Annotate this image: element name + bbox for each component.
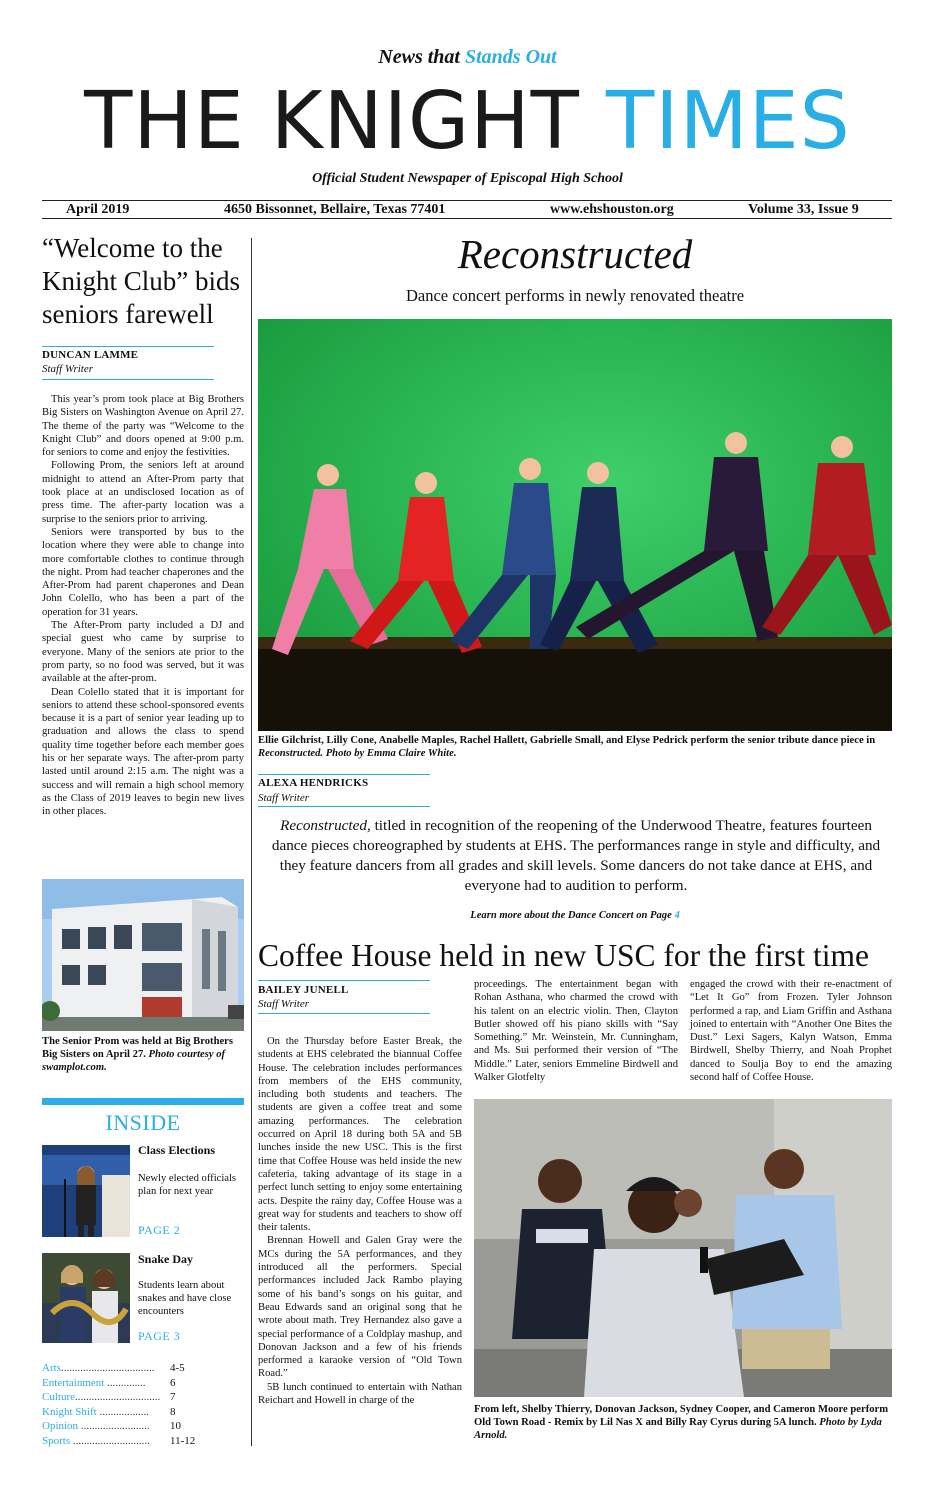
teaser-desc-snake-day: Students learn about snakes and have close encounters: [138, 1280, 232, 1317]
coffee-column-2: [474, 978, 678, 1084]
newspaper-title: [0, 76, 935, 166]
toc-page: 11-12: [170, 1435, 196, 1447]
coffee-headline: Coffee House held in new USC for the first time: [258, 938, 869, 973]
inside-title: INSIDE: [105, 1110, 181, 1135]
dance-continued-line[interactable]: [258, 910, 892, 921]
prom-photo-caption: [42, 1035, 244, 1074]
coffee-house-photo: [474, 1099, 892, 1397]
title-accent: TIMES: [606, 75, 851, 167]
dance-lede-text: titled in recognition of the reopening of the Underwood Theatre, features fourteen dance pieces choreographed by students at EHS. The performances range in style and difficulty, and they feature dancers from all grades and skill levels. Some dancers do not take dance at EHS, and everyone had to audition to perform.: [271, 817, 881, 894]
coffee-column-1: [258, 1035, 462, 1407]
prom-author: DUNCAN LAMME: [42, 349, 139, 361]
dance-deck: Dance concert performs in newly renovated theatre: [405, 286, 745, 305]
toc-row-culture[interactable]: [42, 1391, 247, 1406]
inside-accent-bar: [42, 1098, 244, 1105]
teaser-page-snake-day[interactable]: PAGE 3: [138, 1329, 181, 1343]
toc-section: Culture: [42, 1391, 75, 1403]
snake-day-thumbnail[interactable]: [42, 1253, 130, 1343]
toc-page: 10: [170, 1420, 181, 1432]
dance-caption-text: Ellie Gilchrist, Lilly Cone, Anabelle Maples, Rachel Hallett, Gabrielle Small, and Elyse Pedrick perform the senior tribute dance piece in: [258, 735, 876, 746]
prom-caption-lead: The Senior Prom was held at Big Brothers Big Sisters on April 27.: [42, 1036, 233, 1060]
tagline-accent: Stands Out: [464, 46, 557, 68]
issue-date: April 2019: [66, 202, 130, 217]
column-divider: [251, 238, 252, 1446]
prom-headline: “Welcome to the Knight Club” bids seniors farewell: [42, 233, 241, 329]
byline-rule: [258, 980, 430, 981]
teaser-head-class-elections[interactable]: Class Elections: [138, 1143, 216, 1157]
toc-section: Entertainment: [42, 1377, 105, 1389]
toc-leader: ...............................: [75, 1391, 161, 1403]
teaser-head-snake-day[interactable]: Snake Day: [138, 1252, 194, 1266]
dance-author: ALEXA HENDRICKS: [258, 777, 369, 789]
prom-paragraph: Seniors were transported by bus to the location where they were able to change into more comfortable clothes to continue through the night. Prom had teacher chaperones and the After-Prom had parent chaperones and Dean John Colello, who has been a part of the operation for 31 years.: [42, 526, 244, 618]
toc-row-entertainment[interactable]: [42, 1377, 247, 1392]
toc-section: Arts: [42, 1362, 61, 1374]
masthead-tagline: [0, 46, 935, 69]
coffee-paragraph: Brennan Howell and Galen Gray were the MCs during the 5A performances, and they introduced all the performers. Special performances included Jack Rambo playing some of his band’s songs on his guitar, and Beau Edwards sand an original song that he wrote about math. Trey Hernandez also gave a special performance of a Coldplay mashup, and Donovan Jackson and a few of his friends performed a karaoke version of “Old Town Road.”: [258, 1235, 462, 1380]
dance-more-text: Learn more about the Dance Concert on Page: [470, 910, 672, 921]
coffee-author: BAILEY JUNELL: [258, 984, 349, 996]
coffee-paragraph: proceedings. The entertainment began with Rohan Asthana, who charmed the crowd with his talent on an electric violin. Then, Clayton Butler showed off his piano skills with “Say Something.” Mr. Weinstein, Mr. Cunningham, and Ms. Sui performed their version of “The Middle.” Later, seniors Emmeline Birdwell and Walker Glotfelty: [474, 979, 678, 1084]
volume-issue: Volume 33, Issue 9: [748, 202, 859, 217]
toc-section: Knight Shift: [42, 1406, 97, 1418]
toc-row-knight-shift[interactable]: [42, 1406, 247, 1421]
toc-leader: .........................: [78, 1420, 150, 1432]
toc-section: Sports: [42, 1435, 71, 1447]
coffee-author-role: Staff Writer: [258, 998, 310, 1010]
coffee-paragraph: On the Thursday before Easter Break, the students at EHS celebrated the biannual Coffee House. The celebration includes performances from members of the EHS community, including both students and teachers. The students are given a coffee treat and some amazing performances. The celebration occurred on April 18 during both 5A and 5B lunches inside the new USC. This is the first time that Coffee House was held inside the new cafeteria, taking advantage of its stage in a perfect lunch setting to enjoy some entertaining acts. Despite the rainy day, Coffee House was a great way for students and teachers to show off their talents.: [258, 1036, 462, 1234]
prom-author-role: Staff Writer: [42, 363, 94, 375]
prom-article-body: [42, 393, 244, 819]
dance-more-page[interactable]: 4: [674, 910, 680, 921]
toc-row-opinion[interactable]: [42, 1420, 247, 1435]
toc-leader: ..................................: [60, 1362, 155, 1374]
coffee-paragraph: engaged the crowd with their re-enactment of “Let It Go” from Frozen. Tyler Johnson performed a rap, and Liam Griffin and Asthana joined to entertain with “Another One Bites the Dust.” Lexi Sagers, Kalyn Watson, Emma Birdwell, Shelby Thierry, and Noah Prophet danced to Soulja Boy to end the amazing second half of Coffee House.: [690, 979, 892, 1084]
title-main: THE KNIGHT: [84, 75, 580, 167]
prom-paragraph: Dean Colello stated that it is important for seniors to attend these school-sponsored events because it is a part of senior year leading up to graduation and allows the class to spend quality time together before each member goes his or her separate ways. The after-prom party lasted until around 2:15 a.m. The night was a success and will remain a high school memory as the Class of 2019 leaves to begin new lives in other places.: [42, 686, 244, 818]
dance-headline: Reconstructed: [457, 231, 693, 277]
school-address: 4650 Bissonnet, Bellaire, Texas 77401: [224, 202, 446, 217]
byline-rule: [42, 379, 214, 380]
coffee-paragraph: 5B lunch continued to entertain with Nathan Reichart and Howell in charge of the: [258, 1381, 462, 1407]
dance-caption-credit: Photo by Emma Claire White.: [325, 748, 457, 759]
toc-page: 6: [170, 1377, 176, 1389]
byline-rule: [258, 774, 430, 775]
byline-rule: [258, 1013, 430, 1014]
prom-caption-credit: Photo courtesy of swamplot.com.: [42, 1049, 226, 1073]
toc-page: 4-5: [170, 1362, 185, 1374]
dance-lede: [270, 816, 882, 896]
school-website[interactable]: www.ehshouston.org: [550, 202, 674, 217]
coffee-column-3: [690, 978, 892, 1084]
masthead-subtitle: Official Student Newspaper of Episcopal High School: [312, 171, 623, 186]
masthead-info-bar: [42, 200, 892, 219]
toc-leader: ..............: [104, 1377, 146, 1389]
toc-section: Opinion: [42, 1420, 79, 1432]
toc-leader: ............................: [70, 1435, 150, 1447]
prom-paragraph: This year’s prom took place at Big Brothers Big Sisters on Washington Avenue on April 27. The theme of the party was “Welcome to the Knight Club” and doors opened at 9:00 p.m. for seniors to come and enjoy the festivities.: [42, 394, 244, 459]
coffee-caption-credit: Photo by Lyda Arnold.: [474, 1417, 882, 1441]
toc-row-sports[interactable]: [42, 1435, 247, 1450]
prom-paragraph: Following Prom, the seniors left at around midnight to attend an After-Prom party that took place at an undisclosed location as of press time. The after-party location was a surprise to the seniors prior to arriving.: [42, 460, 244, 525]
class-elections-thumbnail[interactable]: [42, 1145, 130, 1237]
teaser-desc-class-elections: Newly elected officials plan for next year: [138, 1173, 237, 1197]
toc-row-arts[interactable]: [42, 1362, 247, 1377]
byline-rule: [42, 346, 214, 347]
dance-author-role: Staff Writer: [258, 792, 310, 804]
toc-page: 7: [170, 1391, 176, 1403]
prom-venue-photo: [42, 879, 244, 1031]
toc-leader: ..................: [96, 1406, 149, 1418]
tagline-prefix: News that: [378, 46, 460, 68]
coffee-photo-caption: [474, 1403, 894, 1442]
dance-photo-caption: [258, 734, 892, 760]
teaser-page-class-elections[interactable]: PAGE 2: [138, 1223, 181, 1237]
toc-page: 8: [170, 1406, 176, 1418]
dance-photo: [258, 319, 892, 731]
prom-paragraph: The After-Prom party included a DJ and special guest who came by surprise to everyone. Many of the seniors ate prior to the prom party, so no food was served, but it was available at the after-prom.: [42, 620, 244, 685]
byline-rule: [258, 806, 430, 807]
dance-lede-title: Reconstructed,: [280, 817, 371, 834]
dance-caption-title: Reconstructed.: [258, 748, 324, 759]
coffee-caption-text: From left, Shelby Thierry, Donovan Jackson, Sydney Cooper, and Cameron Moore perform Old Town Road - Remix by Lil Nas X and Billy Ray Cyrus during 5A lunch.: [474, 1404, 889, 1428]
